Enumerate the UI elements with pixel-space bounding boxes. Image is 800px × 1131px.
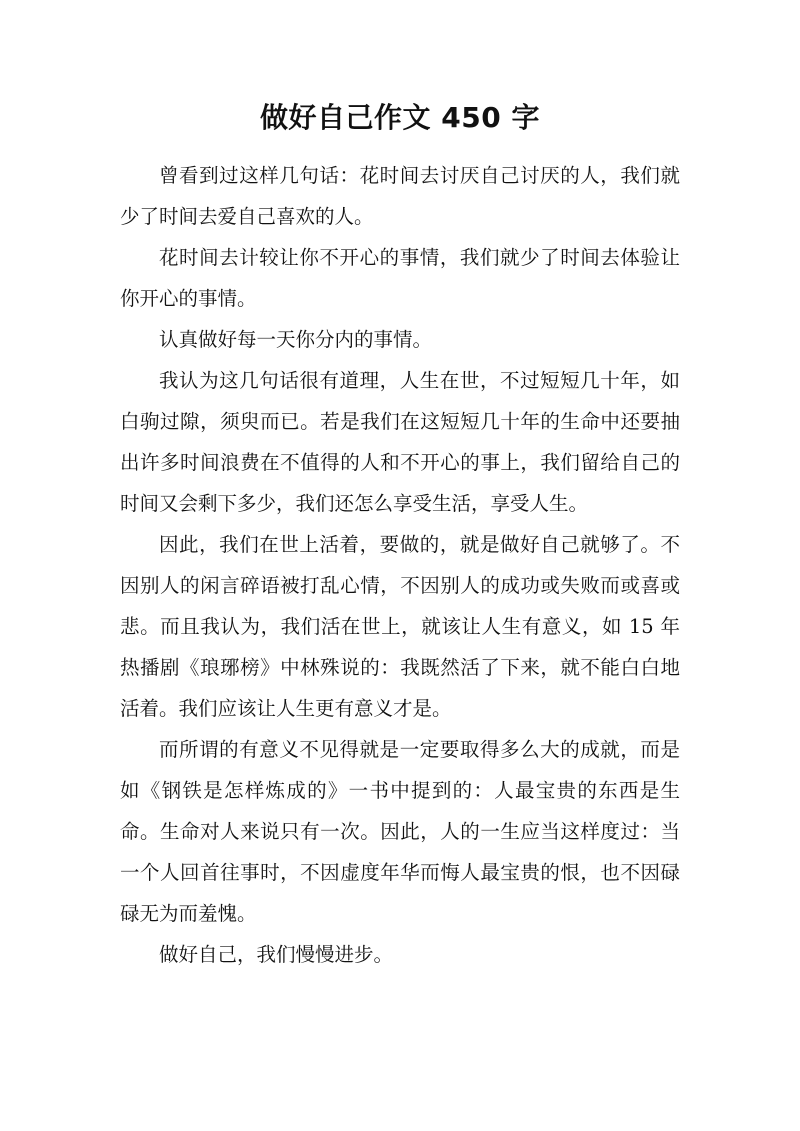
- document-title: 做好自己作文 450 字: [260, 101, 540, 134]
- paragraph: 曾看到过这样几句话：花时间去讨厌自己讨厌的人，我们就少了时间去爱自己喜欢的人。: [120, 164, 680, 228]
- paragraph: 做好自己，我们慢慢进步。: [159, 943, 394, 966]
- paragraph: 认真做好每一天你分内的事情。: [159, 328, 433, 351]
- document-body: [120, 155, 680, 975]
- paragraph: 因此，我们在世上活着，要做的，就是做好自己就够了。不因别人的闲言碎语被打乱心情，不因别人的成功或失败而或喜或悲。而且我认为，我们活在世上，就该让人生有意义，如 15 年热播剧《琅琊榜》中林殊说的：我既然活了下来，就不能白白地活着。我们应该让人生更有意义才是。: [120, 533, 680, 720]
- paragraph: 我认为这几句话很有道理，人生在世，不过短短几十年，如白驹过隙，须臾而已。若是我们在这短短几十年的生命中还要抽出许多时间浪费在不值得的人和不开心的事上，我们留给自己的时间又会剩下多少，我们还怎么享受生活，享受人生。: [120, 369, 680, 515]
- paragraph: 而所谓的有意义不见得就是一定要取得多么大的成就，而是如《钢铁是怎样炼成的》一书中提到的：人最宝贵的东西是生命。生命对人来说只有一次。因此，人的一生应当这样度过：当一个人回首往事时，不因虚度年华而悔人最宝贵的恨，也不因碌碌无为而羞愧。: [120, 738, 680, 925]
- paragraph: 花时间去计较让你不开心的事情，我们就少了时间去体验让你开心的事情。: [120, 246, 680, 310]
